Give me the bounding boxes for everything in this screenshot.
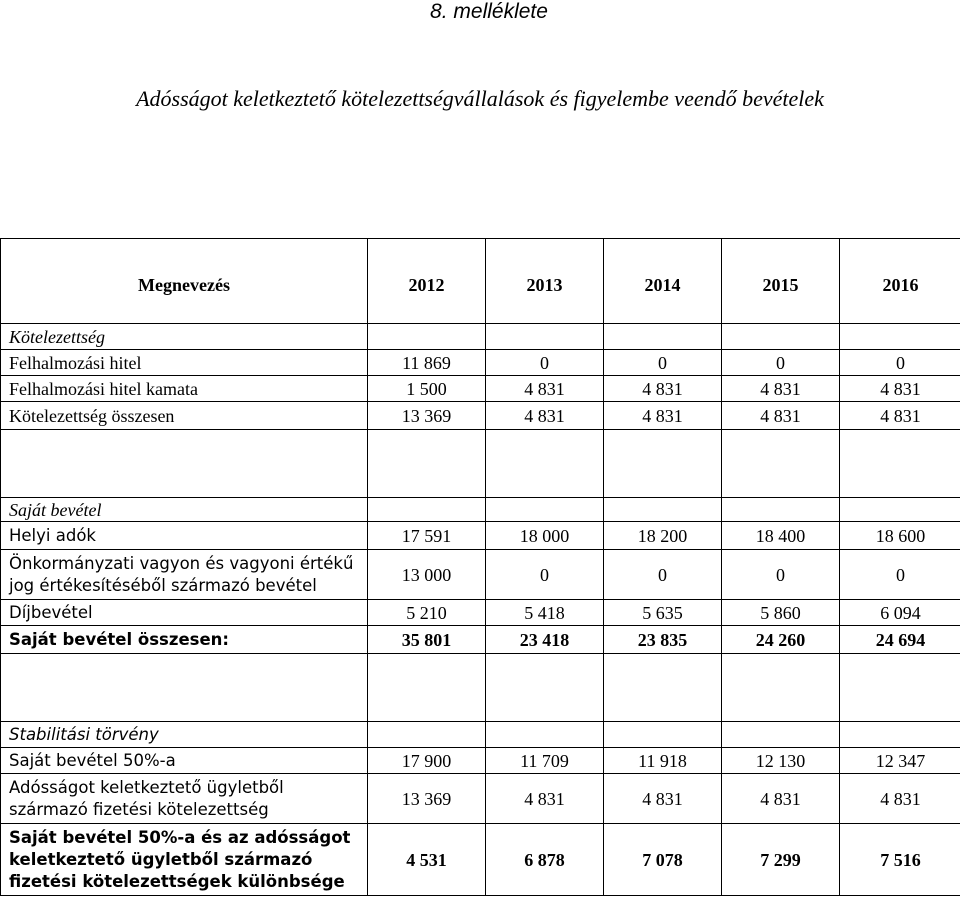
cell-value: 18 400: [722, 522, 840, 550]
cell-value: 0: [722, 350, 840, 376]
cell-value: 35 801: [368, 626, 486, 654]
cell-value: 0: [840, 550, 960, 600]
cell-value: 4 531: [368, 824, 486, 896]
row-label: Önkormányzati vagyon és vagyoni értékű jog értékesítéséből származó bevétel: [1, 550, 368, 600]
row-label: Saját bevétel 50%-a: [1, 748, 368, 774]
row-label: Adósságot keletkeztető ügyletből származó fizetési kötelezettség: [1, 774, 368, 824]
cell-value: 18 200: [604, 522, 722, 550]
header-row: [1, 239, 960, 324]
cell-value: 4 831: [722, 402, 840, 430]
cell-value: 0: [486, 550, 604, 600]
row-label: Saját bevétel összesen:: [1, 626, 368, 654]
section-title: Stabilitási törvény: [1, 722, 368, 748]
table-row: [1, 774, 960, 824]
table-row: [1, 748, 960, 774]
row-label: Kötelezettség összesen: [1, 402, 368, 430]
table-row: [1, 402, 960, 430]
cell-value: 4 831: [604, 402, 722, 430]
cell-value: 0: [722, 550, 840, 600]
cell-value: 4 831: [486, 402, 604, 430]
row-label: Felhalmozási hitel: [1, 350, 368, 376]
section-title: Kötelezettség: [1, 324, 368, 350]
cell-value: 0: [840, 350, 960, 376]
row-label: Díjbevétel: [1, 600, 368, 626]
cell-value: 5 635: [604, 600, 722, 626]
cell-value: 13 369: [368, 402, 486, 430]
cell-value: 13 000: [368, 550, 486, 600]
row-label: Helyi adók: [1, 522, 368, 550]
cell-value: 11 918: [604, 748, 722, 774]
cell-value: 23 835: [604, 626, 722, 654]
cell-value: 23 418: [486, 626, 604, 654]
debt-revenue-table: [0, 238, 960, 896]
table-row: [1, 376, 960, 402]
cell-value: 24 260: [722, 626, 840, 654]
cell-value: 4 831: [604, 774, 722, 824]
section-title: Saját bevétel: [1, 498, 368, 522]
cell-value: 5 860: [722, 600, 840, 626]
cell-value: 12 130: [722, 748, 840, 774]
cell-value: 7 516: [840, 824, 960, 896]
cell-value: 24 694: [840, 626, 960, 654]
table-row: [1, 522, 960, 550]
cell-value: 5 418: [486, 600, 604, 626]
table-row: [1, 824, 960, 896]
cell-value: 1 500: [368, 376, 486, 402]
cell-value: 18 000: [486, 522, 604, 550]
row-label: Saját bevétel 50%-a és az adósságot keletkeztető ügyletből származó fizetési kötelezettségek különbsége: [1, 824, 368, 896]
cell-value: 7 078: [604, 824, 722, 896]
spacer-row: [1, 654, 960, 722]
annex-label: 8. melléklete: [430, 0, 548, 23]
table-row: [1, 600, 960, 626]
table-row: [1, 350, 960, 376]
cell-value: 0: [486, 350, 604, 376]
section-title-row: [1, 498, 960, 522]
cell-value: 6 094: [840, 600, 960, 626]
cell-value: 4 831: [840, 376, 960, 402]
cell-value: 4 831: [840, 774, 960, 824]
cell-value: 12 347: [840, 748, 960, 774]
table-row: [1, 626, 960, 654]
header-year: 2014: [604, 239, 722, 324]
cell-value: 11 869: [368, 350, 486, 376]
cell-value: 13 369: [368, 774, 486, 824]
section-title-row: [1, 324, 960, 350]
cell-value: 7 299: [722, 824, 840, 896]
header-name: Megnevezés: [1, 239, 368, 324]
cell-value: 4 831: [486, 774, 604, 824]
cell-value: 0: [604, 350, 722, 376]
header-year: 2013: [486, 239, 604, 324]
row-label: Felhalmozási hitel kamata: [1, 376, 368, 402]
cell-value: 4 831: [722, 774, 840, 824]
cell-value: 6 878: [486, 824, 604, 896]
header-year: 2012: [368, 239, 486, 324]
header-year: 2016: [840, 239, 960, 324]
cell-value: 4 831: [604, 376, 722, 402]
cell-value: 4 831: [840, 402, 960, 430]
cell-value: 17 900: [368, 748, 486, 774]
section-title-row: [1, 722, 960, 748]
header-year: 2015: [722, 239, 840, 324]
cell-value: 18 600: [840, 522, 960, 550]
cell-value: 17 591: [368, 522, 486, 550]
table-row: [1, 550, 960, 600]
cell-value: 0: [604, 550, 722, 600]
spacer-row: [1, 430, 960, 498]
cell-value: 4 831: [486, 376, 604, 402]
document-title: Adósságot keletkeztető kötelezettségvállalások és figyelembe veendő bevételek: [136, 86, 824, 111]
cell-value: 4 831: [722, 376, 840, 402]
cell-value: 5 210: [368, 600, 486, 626]
cell-value: 11 709: [486, 748, 604, 774]
